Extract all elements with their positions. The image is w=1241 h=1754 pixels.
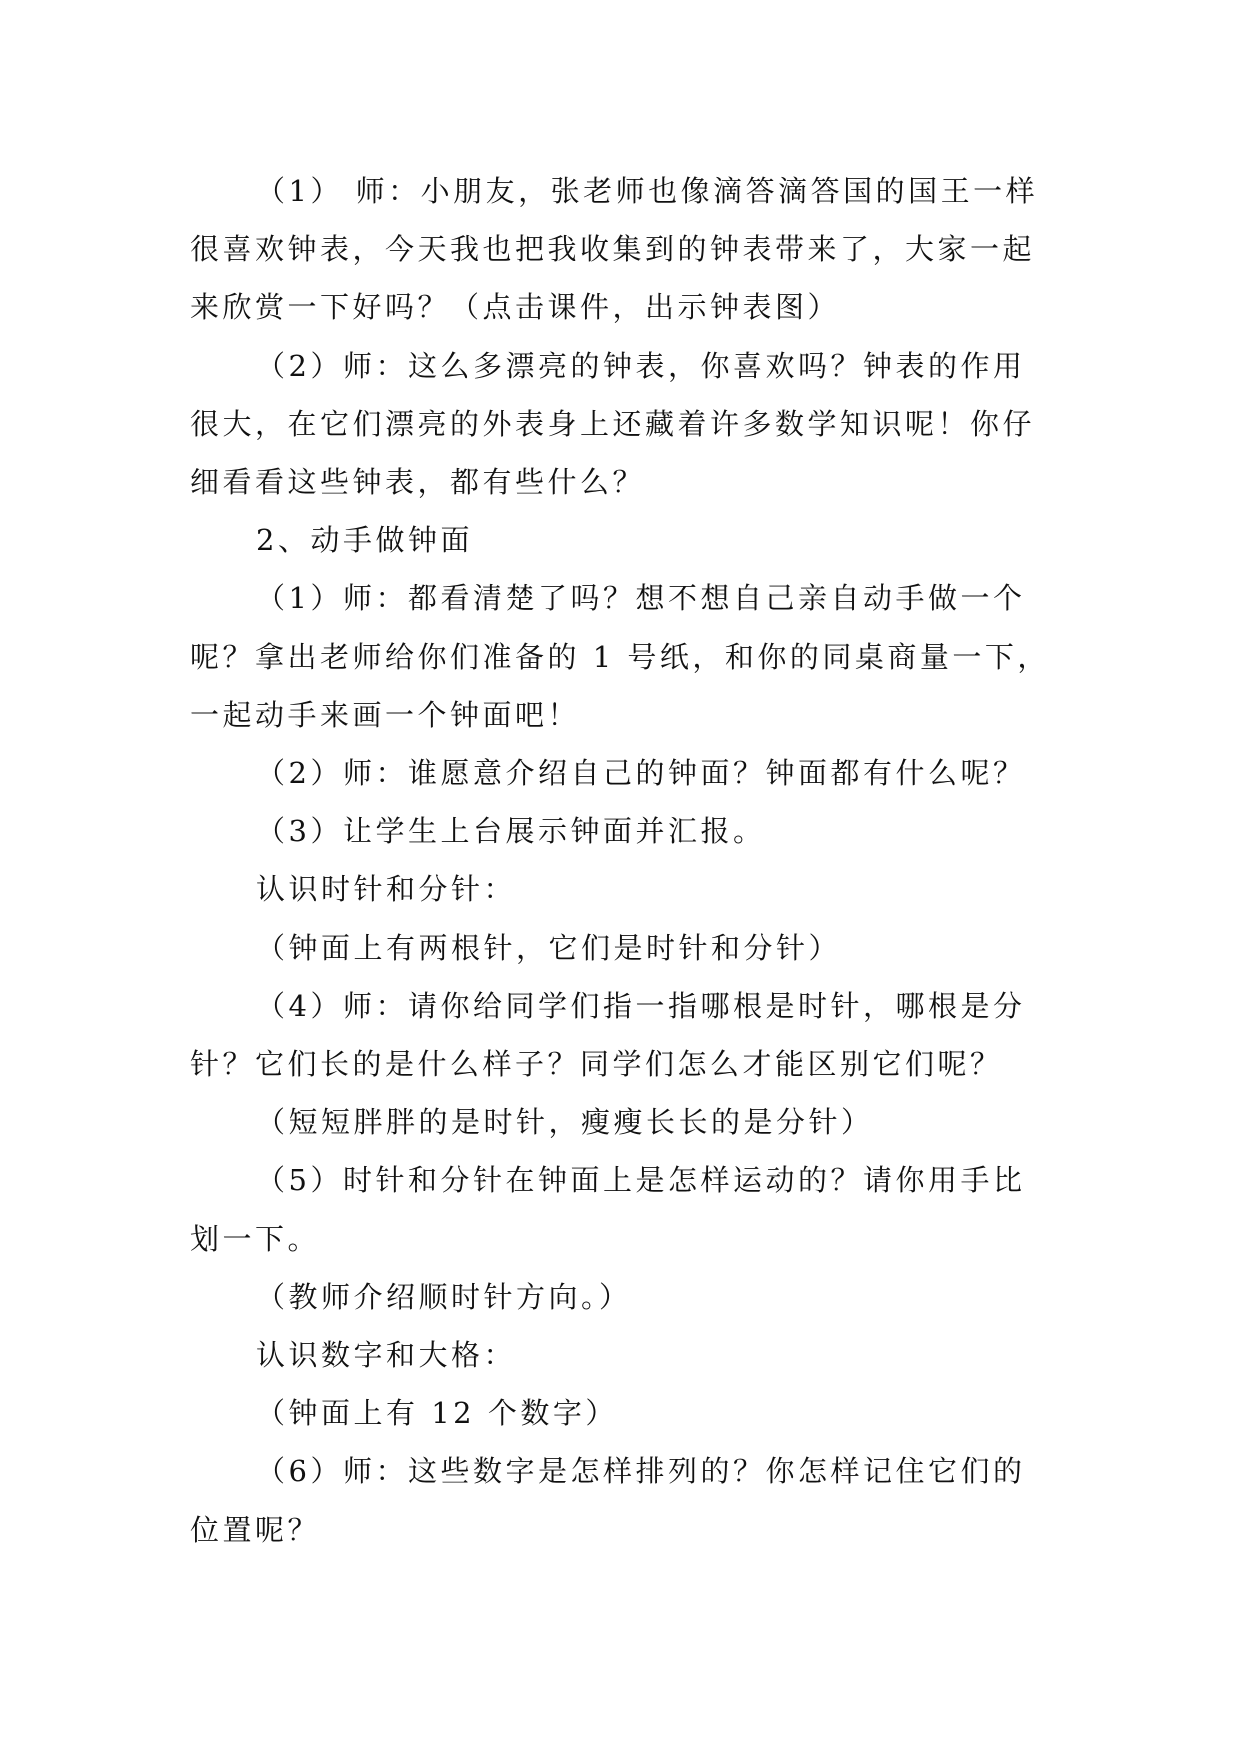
subheading: 认识时针和分针： [256,872,517,907]
paragraph: （3）让学生上台展示钟面并汇报。 [256,814,766,849]
paragraph: （6）师：这些数字是怎样排列的？你怎样记住它们的位置呢？ [190,1454,1026,1547]
paragraph: （钟面上有 12 个数字） [256,1396,618,1431]
section-heading: 2、动手做钟面 [256,523,473,558]
subheading: 认识数字和大格： [256,1338,517,1373]
paragraph: （4）师：请你给同学们指一指哪根是时针，哪根是分针？它们长的是什么样子？同学们怎么才能区别它们呢？ [190,988,1026,1082]
paragraph: （2）师：这么多漂亮的钟表，你喜欢吗？钟表的作用很大，在它们漂亮的外表身上还藏着许多数学知识呢！你仔细看看这些钟表，都有些什么？ [190,348,1036,500]
paragraph: （教师介绍顺时针方向。） [256,1279,632,1314]
paragraph: （5）时针和分针在钟面上是怎样运动的？请你用手比划一下。 [190,1163,1026,1256]
paragraph: （1）师：都看清楚了吗？想不想自己亲自动手做一个呢？拿出老师给你们准备的 1 号纸，和你的同桌商量一下，一起动手来画一个钟面吧！ [190,581,1050,732]
paragraph: （1） 师：小朋友，张老师也像滴答滴答国的国王一样很喜欢钟表，今天我也把我收集到的钟表带来了，大家一起来欣赏一下好吗？（点击课件，出示钟表图） [190,174,1039,325]
paragraph: （2）师：谁愿意介绍自己的钟面？钟面都有什么呢？ [256,756,1026,791]
document-body [190,162,1052,1559]
paragraph: （短短胖胖的是时针，瘦瘦长长的是分针） [256,1105,874,1140]
paragraph: （钟面上有两根针，它们是时针和分针） [256,930,842,965]
